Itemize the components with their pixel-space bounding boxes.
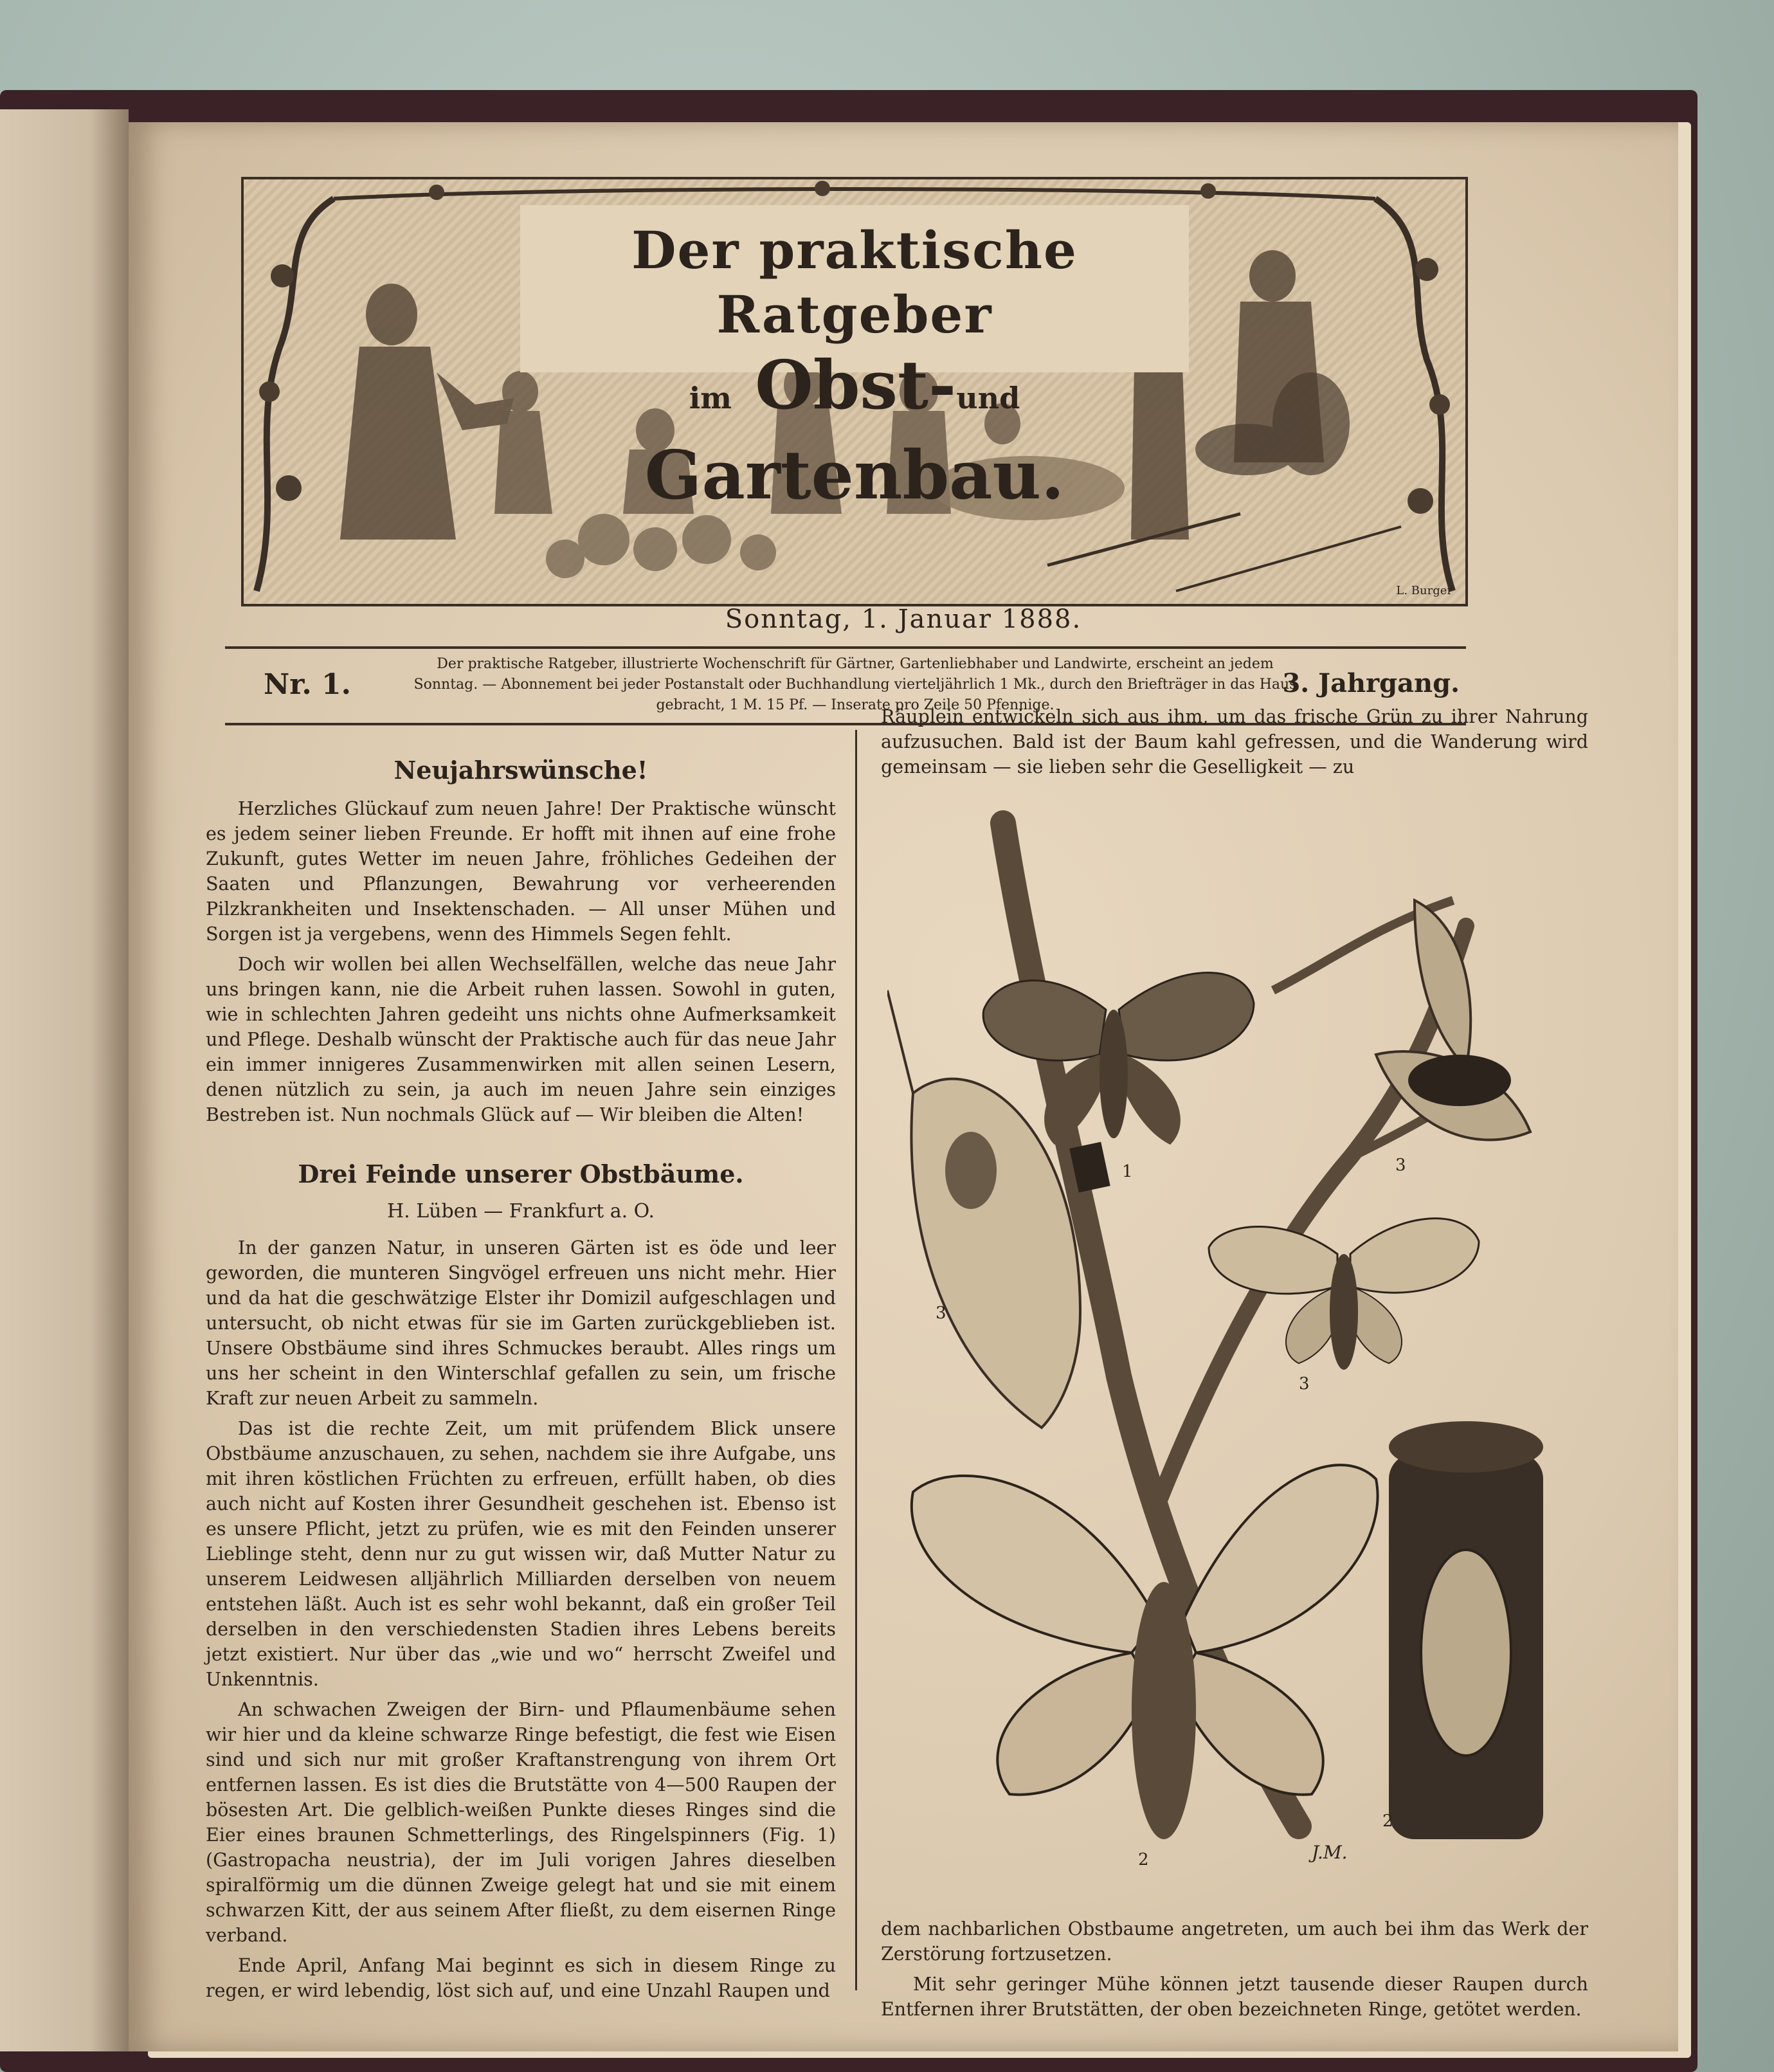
moth-figure-2 [912,1465,1378,1839]
right-column-bottom [881,1916,1588,2027]
article-2-title: Drei Feinde unserer Obstbäume. [298,1159,744,1188]
article-1-paragraph: Doch wir wollen bei allen Wechselfällen, welche das neue Jahr uns bringen kann, nie die Arbeit ruhen lassen. Sowohl in guten, wie in schlechten Jahren gedeiht uns nichts ohne Aufmerksamkeit und Pflege. Deshalb wünscht der Praktische auch für das neue Jahr ein immer innigeres Zusammenwirken mit allen seinen Lesern, denen nützlich zu sein, ja auch im neuen Jahre sein einziges Bestreben ist. Nun nochmals Glück auf — Wir bleiben die Alten! [206,954,836,1125]
title-und: und [956,381,1020,415]
figure-label: 2 [1138,1850,1149,1869]
article-2-paragraph: An schwachen Zweigen der Birn- und Pflaumenbäume sehen wir hier und da kleine schwarze Ringe befestigt, die fest wie Eisen sind und sich nur mit großer Kraftanstrengung von ihrem Ort entfernen lassen. Es ist dies die Brutstätte von 4—500 Raupen der bösesten Art. Die gelblich-weißen Punkte dieses Ringes sind die Eier eines braunen Schmetterlings, des Ringelspinners (Fig. 1) (Gastropacha neustria), der im Juli vorigen Jahres dieselben spiralförmig um die dünnen Zweige gelegt hat und sie mit einem schwarzen Kitt, der aus seinem After fließt, zu dem eisernen Ringe verband. [206,1699,836,1946]
article-1-paragraph: Herzliches Glückauf zum neuen Jahre! Der Praktische wünscht es jedem seiner lieben Freunde. Er hofft mit ihnen auf eine frohe Zukunft, gutes Wetter im neuen Jahre, fröhliches Gedeihen der Saaten und Pflanzungen, Bewahrung vor verheerenden Pilzkrankheiten und Insektenschaden. — All unser Mühen und Sorgen ist ja vergebens, wenn des Himmels Segen fehlt. [206,798,836,945]
title-line-2 [520,347,1189,514]
artist-signature: L. Burger [1396,584,1453,597]
title-obst: Obst- [755,345,957,424]
article-2-paragraph: Das ist die rechte Zeit, um mit prüfendem Blick unsere Obstbäume anzuschauen, zu sehen, nachdem sie ihre Aufgabe, uns mit ihren köstlichen Früchten zu erfreuen, erfüllt haben, ob dies auch nicht auf Kosten ihrer Gesundheit geschehen ist. Ebenso ist es unsere Pflicht, jetzt zu prüfen, wie es mit den Feinden unserer Lieblinge steht, denn nur zu gut wissen wir, daß Mutter Natur zu unserem Leidwesen alljährlich Milliarden derselben von neuem entstehen läßt. Auch ist es sehr wohl bekannt, daß ein großer Teil derselben in den verschiedensten Stadien ihres Lebens bereits jetzt existiert. Nur über das „wie und wo“ herrscht Zweifel und Unkenntnis. [206,1418,836,1690]
issue-date: Sonntag, 1. Januar 1888. [725,604,1082,634]
issue-number: Nr. 1. [264,668,351,701]
publication-description: Der praktische Ratgeber, illustrierte Wochenschrift für Gärtner, Gartenliebhaber und Landwirte, erscheint an jedem Sonntag. — Abonnement bei jeder Postanstalt oder Buchhandlung vierteljährlich 1 Mk., durch den Briefträger in das Haus gebracht, 1 M. 15 Pf. — Inserate pro Zeile 50 Pfennige. [413,656,1297,713]
article-2-continuation: Mit sehr geringer Mühe können jetzt tausende dieser Raupen durch Entfernen ihrer Brutstätten, der oben bezeichneten Ringe, getötet werden. [881,1974,1588,2020]
leaf-stem [887,990,913,1093]
cocoon-on-leaf [945,1132,997,1209]
article-2-continuation: Räuplein entwickeln sich aus ihm, um das frische Grün zu ihrer Nahrung aufzusuchen. Bald ist der Baum kahl gefressen, und die Wanderung wird gemeinsam — sie lieben sehr die Geselligkeit — zu [881,706,1588,777]
article-1-title: Neujahrswünsche! [394,756,648,785]
figure-label: 3 [936,1304,946,1323]
masthead-title [520,205,1189,514]
right-column-top [881,704,1588,785]
title-gartenbau: Gartenbau. [644,435,1065,514]
article-2-paragraph: In der ganzen Natur, in unseren Gärten ist es öde und leer geworden, die munteren Singvögel erfreuen uns nicht mehr. Hier und da hat die geschwätzige Elster ihr Domizil aufgeschlagen und untersucht, ob nicht etwas für sie im Garten zurückgeblieben ist. Unsere Obstbäume sind ihres Schmuckes beraubt. Alles rings um uns her scheint in den Winterschlaf gefallen zu sein, um frische Kraft zur neuen Arbeit zu sammeln. [206,1237,836,1409]
left-page-edge [0,109,129,2051]
column-divider [855,730,857,1990]
article-2-continuation: dem nachbarlichen Obstbaume angetreten, um auch bei ihm das Werk der Zerstörung fortzusetzen. [881,1918,1588,1965]
caterpillar-nest [1408,1055,1511,1106]
article-2-paragraph: Ende April, Anfang Mai beginnt es sich in diesem Ringe zu regen, er wird lebendig, löst sich auf, und eine Unzahl Raupen und [206,1955,836,2001]
figure-label: 3 [1299,1374,1310,1394]
newspaper-page [129,122,1678,2051]
figure-label: 3 [1395,1156,1406,1175]
title-im: im [689,381,732,415]
cocoon-on-bark [1421,1550,1511,1756]
left-column [206,743,836,2008]
figure-label: 1 [1122,1162,1133,1181]
figure-label: 2 [1382,1812,1393,1831]
engraver-signature: J.M. [1312,1842,1348,1863]
volume-year: 3. Jahrgang. [1282,668,1460,698]
bark-log-top [1389,1421,1543,1473]
masthead-illustration [241,177,1468,606]
moth-illustration [887,797,1588,1904]
article-2-byline: H. Lüben — Frankfurt a. O. [386,1200,655,1222]
title-line-1: Der praktische Ratgeber [631,220,1078,345]
